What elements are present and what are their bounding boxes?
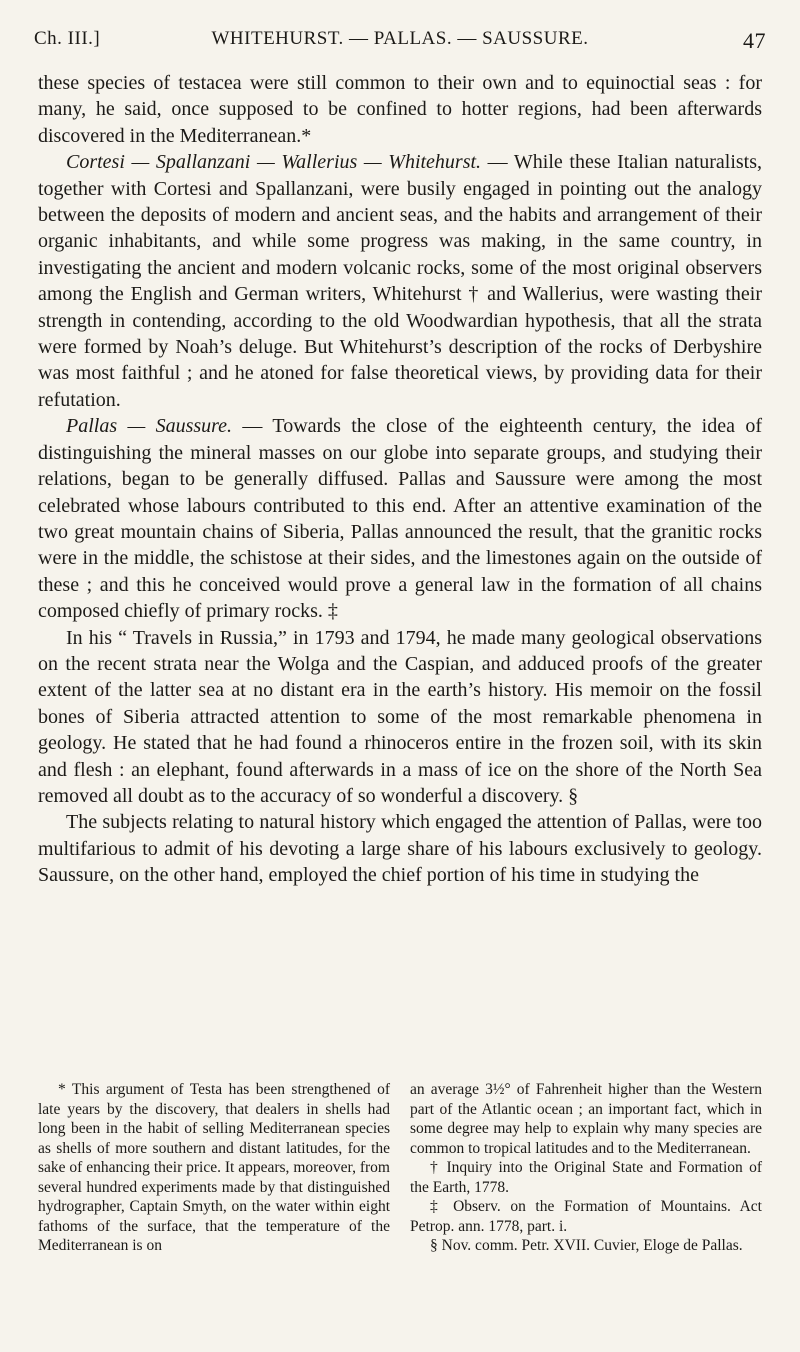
paragraph-whitehurst-text: — While these Italian naturalists, together with Cortesi and Spallanzani, were busily engaged in pointing out the analogy between the deposits of modern and ancient seas, and the habits and arrangement of their organic inhabitants, and while some progress was making, in the same country, in investigating the ancient and modern volcanic rocks, some of the most original observers among the English and German writers, Whitehurst † and Wallerius, were wasting their strength in contending, according to the old Woodwardian hypothesis, that all the strata were formed by Noah’s deluge. But Whitehurst’s description of the rocks of Derbyshire was most faithful ; and he atoned for false theoretical views, by providing data for their refutation.: [38, 151, 762, 411]
page-number: 47: [743, 28, 766, 53]
paragraph-travels: In his “ Travels in Russia,” in 1793 and 1794, he made many geological observations on the recent strata near the Wolga and the Caspian, and adduced proofs of the greater extent of the latter sea at no distant era in the earth’s history. His memoir on the fossil bones of Siberia attracted attention to some of the most remarkable phenomena in geology. He stated that he had found a rhinoceros entire in the frozen soil, with its skin and flesh : an elephant, found afterwards in a mass of ice on the shore of the North Sea removed all doubt as to the accuracy of so wonderful a discovery. §: [38, 626, 762, 807]
footnote-dagger: † Inquiry into the Original State and Formation of the Earth, 1778.: [410, 1159, 762, 1196]
running-title: WHITEHURST. — PALLAS. — SAUSSURE.: [211, 28, 589, 49]
footnote-column-left: [38, 1080, 390, 1256]
running-head: [34, 28, 766, 60]
footnote-double-dagger: ‡ Observ. on the Formation of Mountains. Act Petrop. ann. 1778, part. i.: [410, 1198, 762, 1235]
footnote-section: § Nov. comm. Petr. XVII. Cuvier, Eloge de Pallas.: [430, 1237, 743, 1254]
paragraph-whitehurst: [38, 149, 762, 413]
footnote-column-right: [410, 1080, 762, 1256]
section-heading-whitehurst: Cortesi — Spallanzani — Wallerius — Whitehurst.: [66, 151, 482, 174]
main-text: [38, 70, 762, 889]
footnote-star-continued: an average 3½° of Fahrenheit higher than the Western part of the Atlantic ocean ; an important fact, which in some degree may help to explain why many species are common to tropical latitudes and to the Mediterranean.: [410, 1081, 762, 1157]
footnote-star: * This argument of Testa has been strengthened of late years by the discovery, that dealers in shells had long been in the habit of selling Mediterranean species as shells of more southern and distant latitudes, for the sake of enhancing their price. It appears, moreover, from several hundred experiments made by that distinguished hydrographer, Captain Smyth, on the water within eight fathoms of the surface, that the temperature of the Mediterranean is on: [38, 1081, 390, 1254]
paragraph-pallas-text: — Towards the close of the eighteenth century, the idea of distinguishing the mineral masses on our globe into separate groups, and studying their relations, began to be generally diffused. Pallas and Saussure were among the most celebrated whose labours contributed to this end. After an attentive examination of the two great mountain chains of Siberia, Pallas announced the result, that the granitic rocks were in the middle, the schistose at their sides, and the limestones again on the outside of these ; and this he conceived would prove a general law in the formation of all chains composed chiefly of primary rocks. ‡: [38, 415, 762, 623]
chapter-label: Ch. III.]: [34, 28, 101, 49]
footnotes: [38, 1080, 762, 1256]
section-heading-pallas: Pallas — Saussure.: [66, 415, 233, 438]
paragraph-pallas: [38, 413, 762, 624]
paragraph-continued: these species of testacea were still common to their own and to equinoctial seas : for many, he said, once supposed to be confined to hotter regions, had been afterwards discovered in the Mediterranean.*: [38, 72, 762, 147]
paragraph-subjects: The subjects relating to natural history which engaged the attention of Pallas, were too multifarious to admit of his devoting a large share of his labours exclusively to geology. Saussure, on the other hand, employed the chief portion of his time in studying the: [38, 811, 762, 887]
